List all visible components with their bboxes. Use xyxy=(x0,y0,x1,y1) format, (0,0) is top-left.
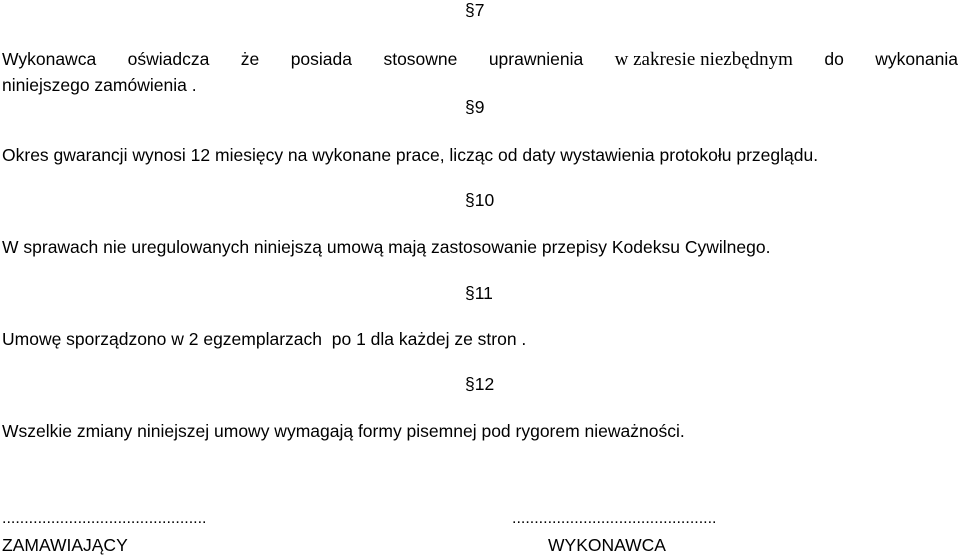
p7-word: stosowne xyxy=(383,49,458,69)
p7-word: wykonania xyxy=(875,49,958,69)
paragraph-10: W sprawach nie uregulowanych niniejszą umową mają zastosowanie przepisy Kodeksu Cywilnego. xyxy=(2,237,771,257)
p7-word: uprawnienia xyxy=(488,49,584,69)
p7-word: do xyxy=(824,49,844,69)
paragraph-7-line-1 xyxy=(2,51,958,69)
p7-word: że xyxy=(240,49,260,69)
paragraph-7-line-2: niniejszego zamówienia . xyxy=(2,75,197,95)
section-7-heading: §7 xyxy=(465,0,485,20)
signature-right-dots: .............................................. xyxy=(512,510,717,527)
section-9-heading: §9 xyxy=(465,97,485,117)
section-11-heading: §11 xyxy=(465,283,493,303)
p7-word: Wykonawca xyxy=(2,49,97,69)
p7-serif-phrase: w zakresie niezbędnym xyxy=(614,49,793,70)
paragraph-9: Okres gwarancji wynosi 12 miesięcy na wykonane prace, licząc od daty wystawienia protokołu przeglądu. xyxy=(2,145,819,165)
section-12-heading: §12 xyxy=(465,374,495,394)
paragraph-12: Wszelkie zmiany niniejszej umowy wymagają formy pisemnej pod rygorem nieważności. xyxy=(2,421,685,441)
signature-right-label: WYKONAWCA xyxy=(548,535,666,555)
signature-left-label: ZAMAWIAJĄCY xyxy=(2,535,128,555)
p7-word: posiada xyxy=(290,49,353,69)
p7-word: oświadcza xyxy=(127,49,210,69)
section-10-heading: §10 xyxy=(465,190,495,210)
paragraph-11: Umowę sporządzono w 2 egzemplarzach po 1 dla każdej ze stron . xyxy=(2,329,527,349)
signature-left-dots: .............................................. xyxy=(2,510,207,527)
